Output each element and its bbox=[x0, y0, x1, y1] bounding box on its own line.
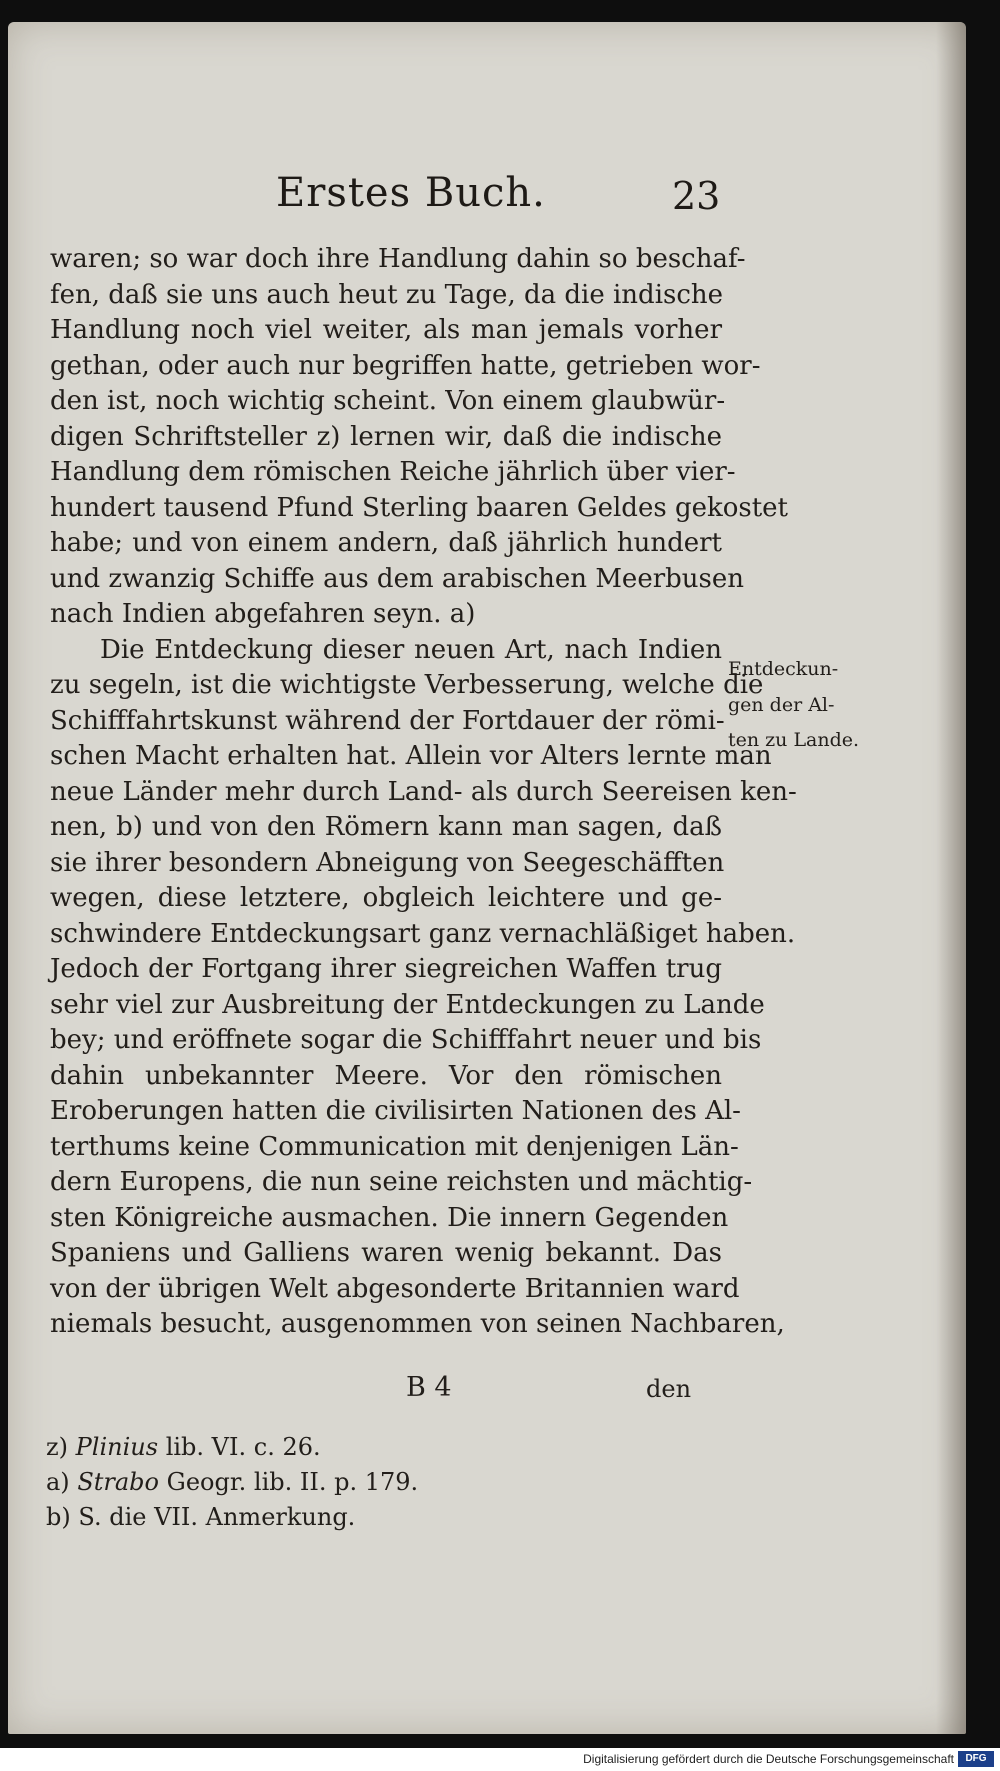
footnote-author: Strabo bbox=[77, 1468, 159, 1496]
signature-mark: B 4 bbox=[406, 1372, 452, 1403]
text-line: Jedoch der Fortgang ihrer siegreichen Waffen trug bbox=[50, 954, 722, 984]
text-line: Die Entdeckung dieser neuen Art, nach Indien bbox=[100, 634, 722, 665]
text-line: und zwanzig Schiffe aus dem arabischen Meerbusen bbox=[50, 563, 745, 594]
text-line: Schifffahrtskunst während der Fortdauer der römi- bbox=[50, 705, 725, 736]
text-line: gethan, oder auch nur begriffen hatte, getrieben wor- bbox=[50, 350, 761, 381]
text-line: habe; und von einem andern, daß jährlich hundert bbox=[50, 528, 722, 558]
text-line: hundert tausend Pfund Sterling baaren Geldes gekostet bbox=[50, 492, 789, 523]
text-line: nach Indien abgefahren seyn. a) bbox=[50, 599, 476, 629]
text-line: niemals besucht, ausgenommen von seinen Nachbaren, bbox=[50, 1309, 785, 1339]
footnote bbox=[46, 1430, 418, 1465]
text-line: neue Länder mehr durch Land- als durch Seereisen ken- bbox=[50, 776, 797, 807]
footnote-ref: Geogr. lib. II. p. 179. bbox=[166, 1468, 419, 1496]
text-line: waren; so war doch ihre Handlung dahin so beschaf- bbox=[50, 244, 746, 274]
dfg-logo: DFG bbox=[958, 1751, 994, 1767]
text-line: schen Macht erhalten hat. Allein vor Alters lernte man bbox=[50, 741, 772, 771]
running-head-title: Erstes Buch. bbox=[276, 170, 546, 216]
text-line: digen Schriftsteller z) lernen wir, daß die indische bbox=[50, 421, 722, 452]
book-page bbox=[8, 22, 966, 1734]
text-line: von der übrigen Welt abgesonderte Britannien ward bbox=[50, 1273, 740, 1304]
text-line: Spaniens und Galliens waren wenig bekannt. Das bbox=[50, 1238, 722, 1268]
text-line: dern Europens, die nun seine reichsten und mächtig- bbox=[50, 1167, 753, 1197]
margin-note-line: ten zu Lande. bbox=[728, 729, 860, 751]
footnote-ref: lib. VI. c. 26. bbox=[165, 1433, 321, 1461]
text-line: den ist, noch wichtig scheint. Von einem glaubwür- bbox=[50, 386, 726, 416]
margin-note-line: gen der Al- bbox=[728, 693, 835, 716]
digitization-credit: Digitalisierung gefördert durch die Deutsche Forschungsgemeinschaft bbox=[583, 1752, 954, 1766]
page-number: 23 bbox=[672, 174, 721, 218]
catchword: den bbox=[646, 1375, 692, 1403]
margin-note-line: Entdeckun- bbox=[728, 658, 839, 680]
text-line: Eroberungen hatten die civilisirten Nationen des Al- bbox=[50, 1096, 741, 1126]
text-line: Handlung noch viel weiter, als man jemals vorher bbox=[50, 315, 722, 345]
text-line: bey; und eröffnete sogar die Schifffahrt neuer und bis bbox=[50, 1025, 762, 1055]
footnote-ref: S. die VII. Anmerkung. bbox=[78, 1503, 356, 1531]
footnote bbox=[46, 1500, 418, 1535]
footnote-mark: z) bbox=[46, 1433, 69, 1461]
footnote-mark: a) bbox=[46, 1468, 70, 1496]
text-line: schwindere Entdeckungsart ganz vernachläßiget haben. bbox=[50, 918, 796, 949]
text-line: terthums keine Communication mit denjenigen Län- bbox=[50, 1131, 739, 1162]
text-line: nen, b) und von den Römern kann man sagen, daß bbox=[50, 812, 722, 842]
text-line: zu segeln, ist die wichtigste Verbesserung, welche die bbox=[50, 670, 764, 700]
text-line: sie ihrer besondern Abneigung von Seegeschäfften bbox=[50, 847, 725, 878]
footnotes bbox=[46, 1430, 418, 1535]
text-line: wegen, diese letztere, obgleich leichtere und ge- bbox=[50, 883, 722, 913]
text-line: fen, daß sie uns auch heut zu Tage, da die indische bbox=[50, 279, 724, 310]
text-line: dahin unbekannter Meere. Vor den römischen bbox=[50, 1060, 722, 1091]
text-line: sehr viel zur Ausbreitung der Entdeckungen zu Lande bbox=[50, 989, 765, 1020]
footnote bbox=[46, 1465, 418, 1500]
footnote-mark: b) bbox=[46, 1503, 71, 1531]
margin-note bbox=[728, 652, 859, 759]
credit-bar bbox=[0, 1748, 1000, 1771]
footnote-author: Plinius bbox=[75, 1433, 159, 1461]
text-line: Handlung dem römischen Reiche jährlich über vier- bbox=[50, 457, 736, 487]
text-line: sten Königreiche ausmachen. Die innern Gegenden bbox=[50, 1202, 729, 1233]
